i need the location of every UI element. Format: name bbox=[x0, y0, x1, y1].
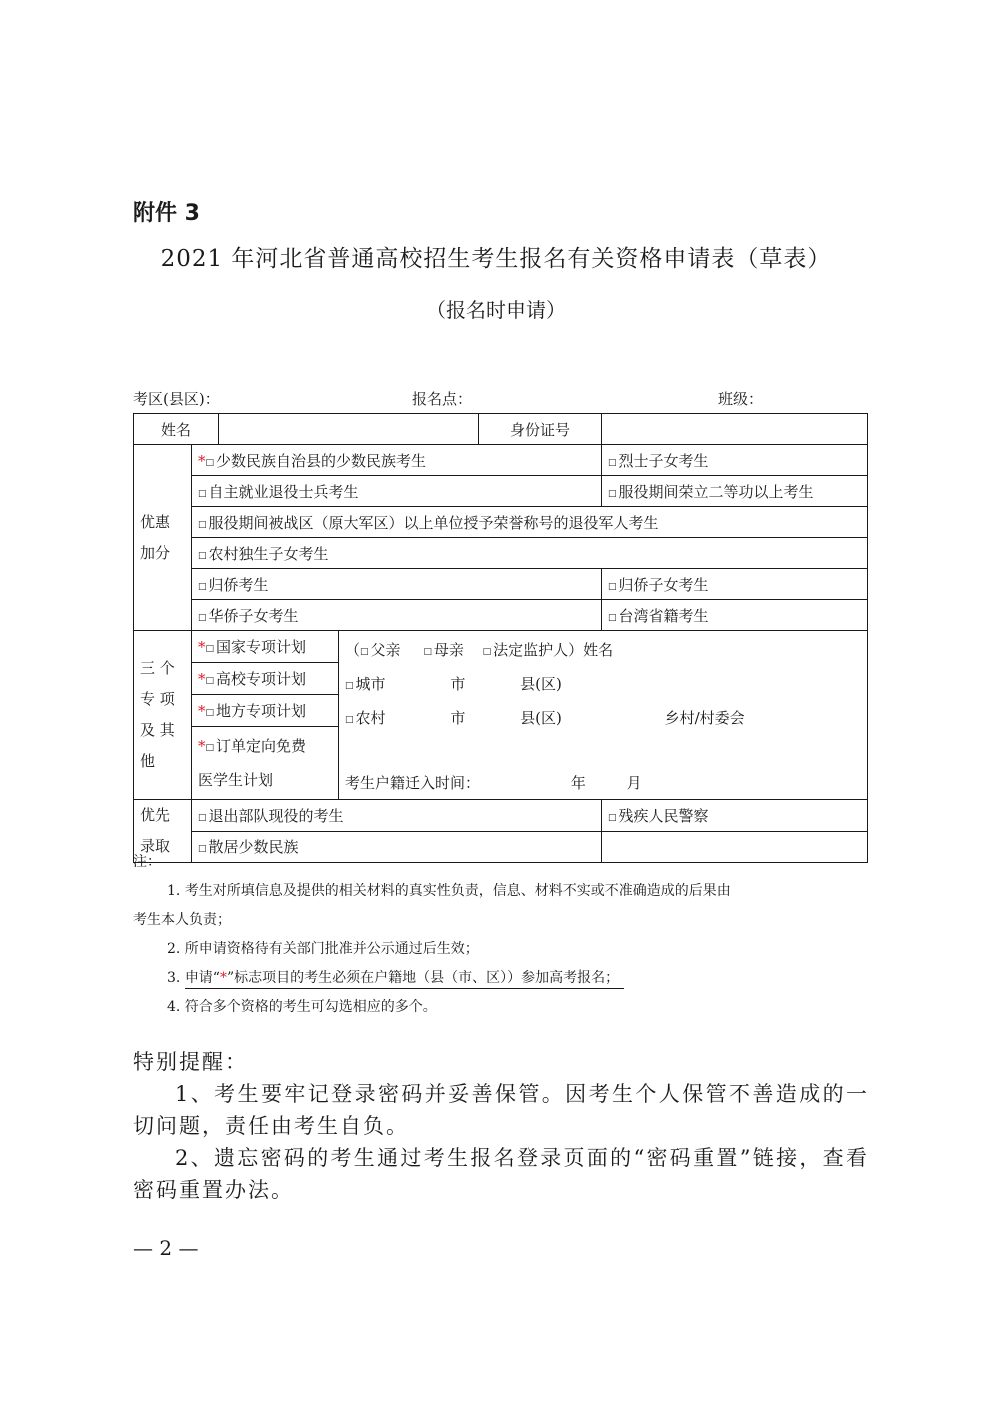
city-checkbox-icon[interactable]: □ bbox=[345, 681, 354, 691]
bonus-row bbox=[134, 445, 868, 476]
site-label: 报名点： bbox=[412, 390, 473, 408]
bonus-row bbox=[134, 507, 868, 538]
bonus-option-merit-award[interactable]: □ 服役期间荣立二等功以上考生 bbox=[602, 476, 868, 507]
attachment-label: 附件 3 bbox=[133, 201, 200, 226]
bonus-option-retired-soldier[interactable]: □ 自主就业退役士兵考生 bbox=[192, 476, 602, 507]
application-form-table bbox=[133, 413, 868, 863]
priority-option-retired-army[interactable]: □ 退出部队现役的考生 bbox=[192, 800, 602, 832]
special-plan-category-label: 三 个 专 项 及 其 他 bbox=[134, 631, 192, 800]
plan-option-university[interactable]: *□ 高校专项计划 bbox=[192, 663, 339, 695]
bonus-category-label: 优惠 加分 bbox=[134, 445, 192, 631]
guardian-line: （□ 父亲 □ 母亲 □ 法定监护人）姓名 bbox=[345, 641, 614, 659]
required-star: * bbox=[198, 670, 206, 689]
page-number: — 2 — bbox=[133, 1236, 199, 1260]
rural-address-line: □ 农村 市 县(区) 乡村/村委会 bbox=[345, 709, 745, 727]
checkbox-icon: □ bbox=[205, 743, 215, 754]
checkbox-icon: □ bbox=[608, 457, 617, 468]
note-1: 1. 考生对所填信息及提供的相关材料的真实性负责，信息、材料不实或不准确造成的后果由 bbox=[167, 883, 731, 899]
class-label: 班级： bbox=[718, 390, 764, 408]
reminder-heading: 特别提醒： bbox=[133, 1050, 248, 1074]
bonus-option-honorary-veteran[interactable]: □ 服役期间被战区（原大军区）以上单位授予荣誉称号的退役军人考生 bbox=[192, 507, 868, 538]
checkbox-icon: □ bbox=[198, 519, 207, 530]
checkbox-icon: □ bbox=[198, 488, 207, 499]
district-label: 考区(县区)： bbox=[133, 390, 220, 408]
checkbox-icon: □ bbox=[198, 812, 207, 823]
priority-row bbox=[134, 800, 868, 832]
checkbox-icon: □ bbox=[198, 581, 207, 592]
id-number-field[interactable] bbox=[602, 414, 868, 445]
id-number-label: 身份证号 bbox=[479, 414, 602, 445]
legal-guardian-checkbox-icon[interactable]: □ bbox=[482, 647, 492, 657]
household-migration-line: 考生户籍迁入时间： 年 月 bbox=[345, 774, 642, 792]
bonus-row bbox=[134, 538, 868, 569]
priority-option-scattered-minority[interactable]: □ 散居少数民族 bbox=[192, 831, 602, 863]
mother-checkbox-icon[interactable]: □ bbox=[423, 647, 432, 657]
page-subtitle: （报名时申请） bbox=[426, 298, 566, 322]
name-label: 姓名 bbox=[134, 414, 219, 445]
name-row bbox=[134, 414, 868, 445]
required-star: * bbox=[198, 702, 206, 721]
bonus-option-rural-only-child[interactable]: □ 农村独生子女考生 bbox=[192, 538, 868, 569]
reminder-1: 1、考生要牢记登录密码并妥善保管。因考生个人保管不善造成的一切问题，责任由考生自负。 bbox=[133, 1082, 869, 1138]
father-checkbox-icon[interactable]: □ bbox=[360, 647, 369, 657]
bonus-option-returned-overseas[interactable]: □ 归侨考生 bbox=[192, 569, 602, 600]
bonus-option-taiwan-origin[interactable]: □ 台湾省籍考生 bbox=[602, 600, 868, 631]
plan-option-national[interactable]: *□ 国家专项计划 bbox=[192, 631, 339, 663]
checkbox-icon: □ bbox=[205, 644, 215, 655]
priority-option-disabled-police[interactable]: □ 残疾人民警察 bbox=[602, 800, 868, 832]
reminder-2: 2、遗忘密码的考生通过考生报名登录页面的“密码重置”链接，查看密码重置办法。 bbox=[133, 1146, 869, 1202]
city-address-line: □ 城市 市 县(区) bbox=[345, 675, 562, 693]
required-star: * bbox=[198, 638, 206, 657]
plan-option-free-medical[interactable]: *□ 订单定向免费 医学生计划 bbox=[192, 727, 339, 800]
note-4: 4. 符合多个资格的考生可勾选相应的多个。 bbox=[167, 999, 437, 1015]
checkbox-icon: □ bbox=[205, 708, 215, 719]
required-star: * bbox=[198, 737, 206, 756]
guardian-details-cell bbox=[339, 631, 868, 800]
bonus-row bbox=[134, 569, 868, 600]
special-reminder-section bbox=[133, 1046, 869, 1206]
checkbox-icon: □ bbox=[198, 612, 207, 623]
note-2: 2. 所申请资格待有关部门批准并公示通过后生效； bbox=[167, 941, 479, 957]
bonus-row bbox=[134, 600, 868, 631]
note-3: 3. 申请“*”标志项目的考生必须在户籍地（县（市、区））参加高考报名； bbox=[133, 964, 869, 993]
bonus-option-martyr-children[interactable]: □ 烈士子女考生 bbox=[602, 445, 868, 476]
bonus-row bbox=[134, 476, 868, 507]
bonus-option-returned-overseas-children[interactable]: □ 归侨子女考生 bbox=[602, 569, 868, 600]
checkbox-icon: □ bbox=[608, 812, 617, 823]
checkbox-icon: □ bbox=[608, 581, 617, 592]
plan-option-local[interactable]: *□ 地方专项计划 bbox=[192, 695, 339, 727]
note-1-continued: 考生本人负责； bbox=[133, 912, 231, 928]
priority-category-label: 优先 录取 bbox=[134, 800, 192, 863]
checkbox-icon: □ bbox=[205, 676, 215, 687]
checkbox-icon: □ bbox=[608, 612, 617, 623]
special-plan-row bbox=[134, 631, 868, 663]
required-star: * bbox=[198, 451, 206, 470]
bonus-option-overseas-children[interactable]: □ 华侨子女考生 bbox=[192, 600, 602, 631]
rural-checkbox-icon[interactable]: □ bbox=[345, 715, 354, 725]
page-title: 2021 年河北省普通高校招生考生报名有关资格申请表（草表） bbox=[160, 246, 832, 272]
checkbox-icon: □ bbox=[608, 488, 617, 499]
notes-section bbox=[133, 848, 869, 1022]
notes-heading: 注： bbox=[133, 854, 161, 870]
bonus-option-minority-county[interactable]: *□ 少数民族自治县的少数民族考生 bbox=[192, 445, 602, 476]
checkbox-icon: □ bbox=[205, 457, 215, 468]
checkbox-icon: □ bbox=[198, 550, 207, 561]
checkbox-icon: □ bbox=[198, 844, 207, 855]
name-field[interactable] bbox=[219, 414, 479, 445]
